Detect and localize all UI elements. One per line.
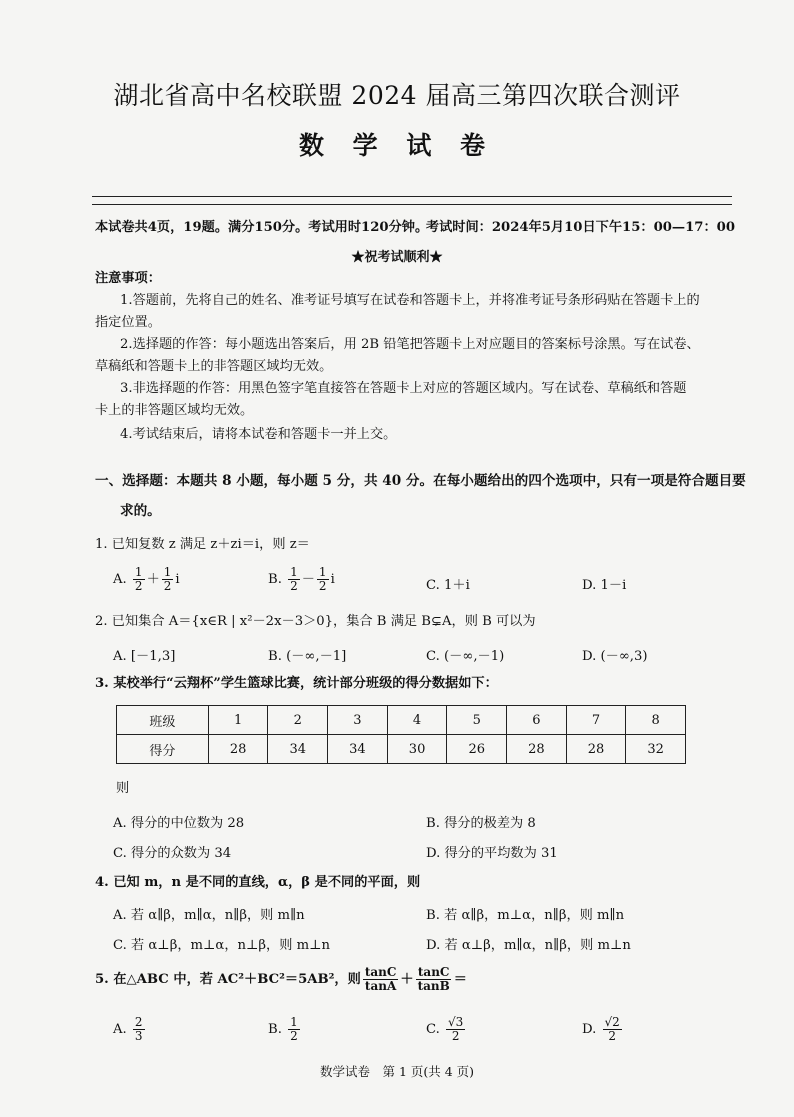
table-cell: 28 (566, 735, 626, 764)
table-cell: 26 (447, 735, 507, 764)
good-luck-banner: ★祝考试顺利★ (351, 250, 443, 265)
q4-option-d: D. 若 α⊥β，m∥α，n∥β，则 m⊥n (426, 938, 631, 953)
q2-option-a: A. [－1,3] (113, 649, 176, 664)
table-cell: 28 (208, 735, 268, 764)
note-1b: 指定位置。 (95, 315, 161, 330)
note-1a: 1.答题前，先将自己的姓名、准考证号填写在试卷和答题卡上，并将准考证号条形码贴在答题卡上的 (120, 293, 700, 308)
table-cell: 34 (268, 735, 328, 764)
q1-option-c: C. 1＋i (426, 578, 470, 593)
table-cell: 7 (566, 706, 626, 735)
table-cell: 4 (387, 706, 447, 735)
section1-heading: 一、选择题：本题共 8 小题，每小题 5 分，共 40 分。在每小题给出的四个选项中，只有一项是符合题目要 (95, 473, 746, 489)
note-4: 4.考试结束后，请将本试卷和答题卡一并上交。 (120, 427, 397, 442)
exam-time: 考试时间：2024年5月10日下午15：00—17：00 (425, 220, 735, 235)
note-2a: 2.选择题的作答：每小题选出答案后，用 2B 铅笔把答题卡上对应题目的答案标号涂黑。写在试卷、 (120, 337, 700, 352)
table-row (117, 735, 686, 764)
exam-info-line (95, 216, 735, 235)
exam-subject-title: 数 学 试 卷 (298, 131, 496, 160)
note-3a: 3.非选择题的作答：用黑色签字笔直接答在答题卡上对应的答题区域内。写在试卷、草稿纸和答题 (120, 381, 687, 396)
table-header-cell: 得分 (117, 735, 209, 764)
q5-option-b: B. $\frac{1}{2}$ (268, 1015, 298, 1043)
table-cell: 8 (626, 706, 686, 735)
table-cell: 3 (328, 706, 388, 735)
q4-stem: 4. 已知 m，n 是不同的直线，α，β 是不同的平面，则 (95, 875, 421, 890)
q2-option-b: B. (－∞,－1] (268, 649, 347, 664)
q3-stem: 3. 某校举行“云翔杯”学生篮球比赛，统计部分班级的得分数据如下： (95, 676, 498, 691)
table-cell: 6 (507, 706, 567, 735)
q4-option-b: B. 若 α∥β，m⊥α，n∥β，则 m∥n (426, 908, 625, 923)
q5-option-a: A. $\frac{2}{3}$ (113, 1015, 143, 1043)
q1-stem: 1. 已知复数 z 满足 z＋zi＝i，则 z＝ (95, 537, 310, 552)
q5-option-c: C. $\frac{√3}{2}$ (426, 1015, 464, 1043)
table-cell: 1 (208, 706, 268, 735)
table-cell: 34 (328, 735, 388, 764)
q3-option-a: A. 得分的中位数为 28 (113, 816, 245, 831)
header-rule-bottom (92, 204, 732, 205)
table-cell: 30 (387, 735, 447, 764)
q3-then: 则 (116, 781, 130, 796)
q5-stem: 5. 在△ABC 中，若 AC²＋BC²＝5AB²，则 $\frac{\tan C}{\tan A}$ ＋ $\frac{\tan C}{\tan B}$ ＝ (95, 965, 467, 993)
table-row (117, 706, 686, 735)
q3-option-c: C. 得分的众数为 34 (113, 846, 232, 861)
table-cell: 5 (447, 706, 507, 735)
note-3b: 卡上的非答题区域均无效。 (95, 403, 254, 418)
section1-heading-cont: 求的。 (120, 503, 161, 519)
q4-option-c: C. 若 α⊥β，m⊥α，n⊥β，则 m⊥n (113, 938, 330, 953)
table-header-cell: 班级 (117, 706, 209, 735)
q4-option-a: A. 若 α∥β，m∥α，n∥β，则 m∥n (113, 908, 305, 923)
q2-option-c: C. (－∞,－1) (426, 649, 505, 664)
q2-option-d: D. (－∞,3) (582, 649, 648, 664)
q1-option-a: A. $\frac{1}{2}$ ＋ $\frac{1}{2}$ i (113, 565, 180, 593)
q1-option-d: D. 1－i (582, 578, 627, 593)
q1-option-b: B. $\frac{1}{2}$ － $\frac{1}{2}$ i (268, 565, 335, 593)
score-table (116, 705, 686, 764)
q3-option-b: B. 得分的极差为 8 (426, 816, 536, 831)
exam-header-title: 湖北省高中名校联盟 2024 届高三第四次联合测评 (113, 81, 681, 110)
header-rule-top (92, 196, 732, 197)
q2-stem: 2. 已知集合 A＝{x∈R | x²－2x－3＞0}，集合 B 满足 B⊊A，则 B 可以为 (95, 614, 536, 629)
q5-option-d: D. $\frac{√2}{2}$ (582, 1015, 620, 1043)
table-cell: 28 (507, 735, 567, 764)
notes-heading: 注意事项： (95, 271, 161, 286)
note-2b: 草稿纸和答题卡上的非答题区域均无效。 (95, 359, 333, 374)
q3-option-d: D. 得分的平均数为 31 (426, 846, 558, 861)
exam-info-left: 本试卷共4页，19题。满分150分。考试用时120分钟。 (95, 220, 429, 235)
table-cell: 2 (268, 706, 328, 735)
page-footer: 数学试卷 第 1 页(共 4 页) (319, 1064, 475, 1079)
table-cell: 32 (626, 735, 686, 764)
